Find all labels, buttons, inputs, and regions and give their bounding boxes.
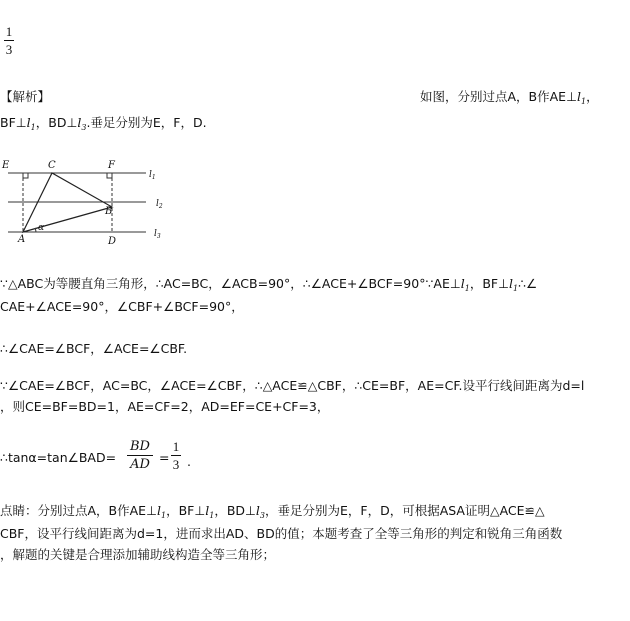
geometry-figure: [0, 158, 175, 248]
step-text: ，BF⊥: [469, 276, 509, 291]
comment-text: ，BD⊥: [214, 503, 256, 518]
step3-line1: ∵∠CAE=∠BCF，AC=BC，∠ACE=∠CBF，∴△ACE≌△CBF，∴CE=BF，AE=CF.设平行线间距离为d=l: [0, 378, 585, 393]
label-D: D: [108, 236, 117, 247]
label-F: F: [108, 160, 115, 171]
fraction-BD-AD: [127, 440, 153, 471]
fraction-numerator: 1: [172, 439, 180, 454]
answer-numerator: 1: [5, 24, 13, 39]
l1-symbol: $l_1$: [205, 503, 215, 520]
l3-symbol: $l_3$: [77, 115, 87, 132]
step2-line: ∴∠CAE=∠BCF，∠ACE=∠CBF.: [0, 341, 188, 356]
analysis-line2: [0, 117, 207, 130]
analysis-heading: 【解析】: [0, 89, 51, 104]
label-E: E: [2, 160, 10, 171]
fraction-bar: [4, 40, 14, 41]
label-B: B: [105, 206, 113, 217]
label-C: C: [48, 160, 56, 171]
comment-line3: ，解题的关键是合理添加辅助线构造全等三角形；: [0, 547, 276, 562]
label-l1: $l_1$: [149, 170, 156, 181]
analysis-text: .垂足分别为E，F，D.: [86, 115, 207, 130]
step-text: ∵△ABC为等腰直角三角形，∴AC=BC，∠ACB=90°，∴∠ACE+∠BCF=90°∵AE⊥: [0, 276, 461, 291]
analysis-line1: [420, 91, 599, 104]
separator: ，: [586, 89, 599, 104]
l1-symbol: $l_1$: [460, 276, 470, 293]
fraction-bar: [171, 455, 181, 456]
fraction-numerator: BD: [130, 439, 150, 454]
step1-line2: CAE+∠ACE=90°，∠CBF+∠BCF=90°，: [0, 299, 244, 314]
fraction-bar: [127, 455, 153, 456]
comment-text: ，垂足分别为E，F，D，可根据ASA证明△ACE≌△: [265, 503, 545, 518]
analysis-text: BF⊥: [0, 115, 27, 130]
fraction-denominator: 3: [172, 457, 180, 472]
l3-symbol: $l_3$: [255, 503, 265, 520]
l1-symbol: $l_1$: [508, 276, 519, 293]
step-text: ∴∠: [518, 276, 538, 291]
fraction-1-3: [171, 440, 181, 471]
step1-line1: [0, 278, 537, 291]
right-angle-E: [23, 173, 28, 178]
right-angle-F: [107, 173, 112, 178]
step4-prefix: ∴tanα=tan∠BAD=: [0, 450, 117, 465]
comment-text: 点睛：分别过点A，B作AE⊥: [0, 503, 157, 518]
l1-symbol: $l_1$: [156, 503, 167, 520]
comment-text: ，BF⊥: [166, 503, 206, 518]
answer-denominator: 3: [5, 42, 13, 57]
equals-sign: =: [159, 450, 170, 465]
comment-line1: [0, 505, 545, 518]
l1-symbol: $l_1$: [26, 115, 36, 132]
l1-symbol: $l_1$: [576, 89, 587, 106]
step3-line2: ，则CE=BF=BD=1，AE=CF=2，AD=EF=CE+CF=3，: [0, 399, 330, 414]
analysis-text: 如图，分别过点A，B作AE⊥: [420, 89, 577, 104]
fraction-denominator: AD: [130, 457, 150, 472]
step4-end: .: [187, 454, 191, 469]
label-A: A: [18, 234, 26, 245]
label-l3: $l_3$: [154, 229, 161, 240]
answer-fraction: [4, 25, 14, 56]
comment-line2: CBF，设平行线间距离为d=1，进而求出AD、BD的值；本题考查了全等三角形的判定和锐角三角函数: [0, 526, 563, 541]
analysis-text: ，BD⊥: [35, 115, 78, 130]
label-l2: $l_2$: [156, 199, 163, 210]
label-alpha: α: [38, 223, 45, 233]
